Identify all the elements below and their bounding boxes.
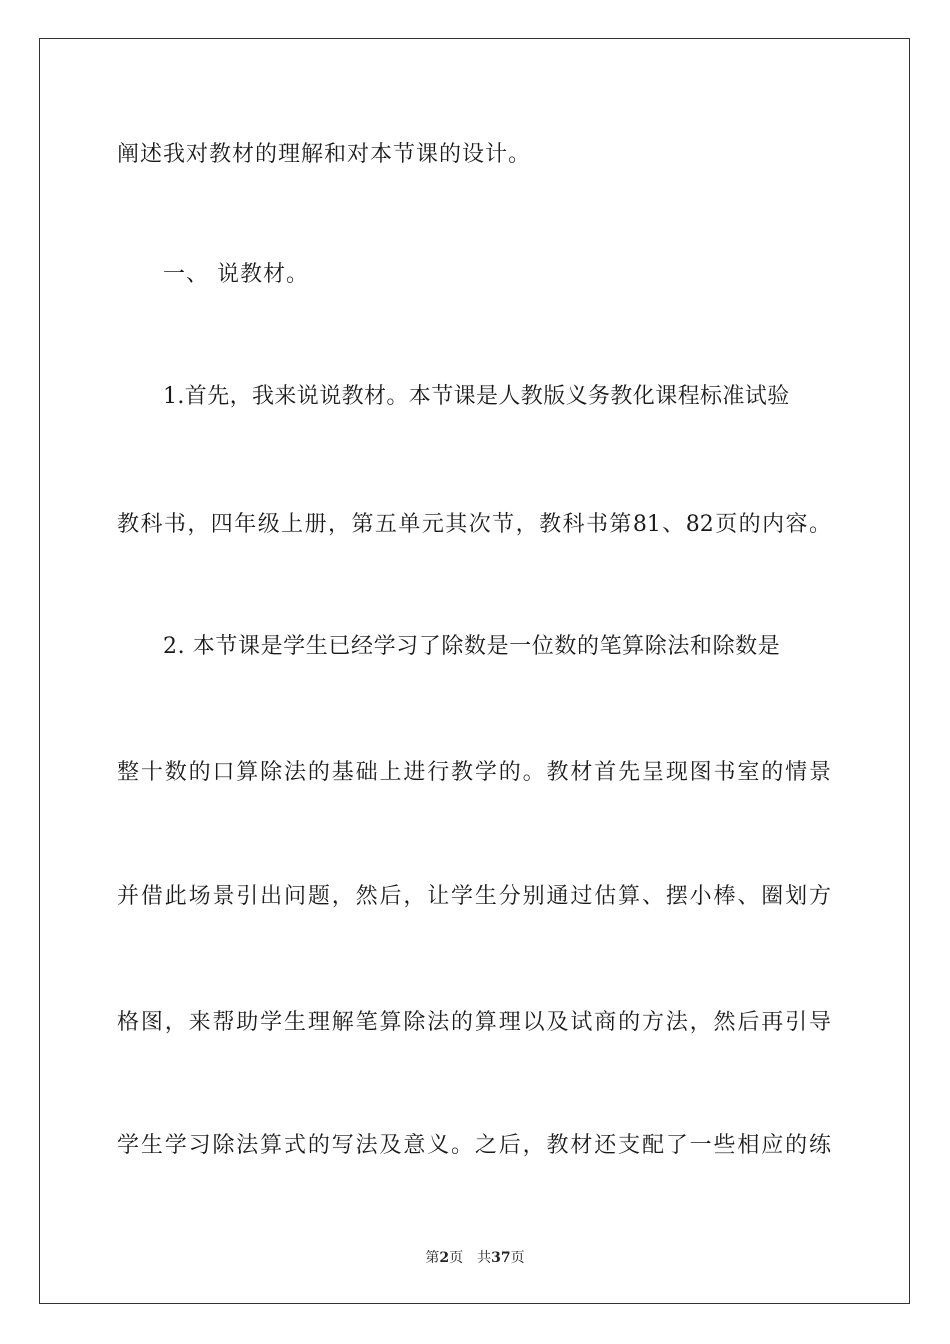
page-prefix: 第 <box>425 1250 440 1266</box>
text-line-4: 教科书，四年级上册，第五单元其次节，教科书第81、82页的内容。 <box>117 512 831 537</box>
page-suffix: 页 <box>449 1250 464 1266</box>
page-number: 2 <box>439 1250 450 1266</box>
text-line-9: 学生学习除法算式的写法及意义。之后，教材还支配了一些相应的练 <box>117 1133 831 1158</box>
text-line-8: 格图，来帮助学生理解笔算除法的算理以及试商的方法，然后再引导 <box>117 1010 831 1035</box>
text-line-5: 2. 本节课是学生已经学习了除数是一位数的笔算除法和除数是 <box>163 634 781 659</box>
text-line-6: 整十数的口算除法的基础上进行教学的。教材首先呈现图书室的情景 <box>117 760 831 785</box>
text-line-7: 并借此场景引出问题，然后，让学生分别通过估算、摆小棒、圈划方 <box>117 884 831 909</box>
section-heading: 一、 说教材。 <box>163 262 309 287</box>
total-suffix: 页 <box>510 1250 525 1266</box>
page-frame <box>39 38 910 1304</box>
text-line-3: 1.首先，我来说说教材。本节课是人教版义务教化课程标准试验 <box>163 384 790 409</box>
text-line-1: 阐述我对教材的理解和对本节课的设计。 <box>117 142 532 167</box>
total-prefix: 共 <box>477 1250 492 1266</box>
page-footer <box>0 1248 950 1268</box>
total-pages: 37 <box>491 1250 511 1266</box>
